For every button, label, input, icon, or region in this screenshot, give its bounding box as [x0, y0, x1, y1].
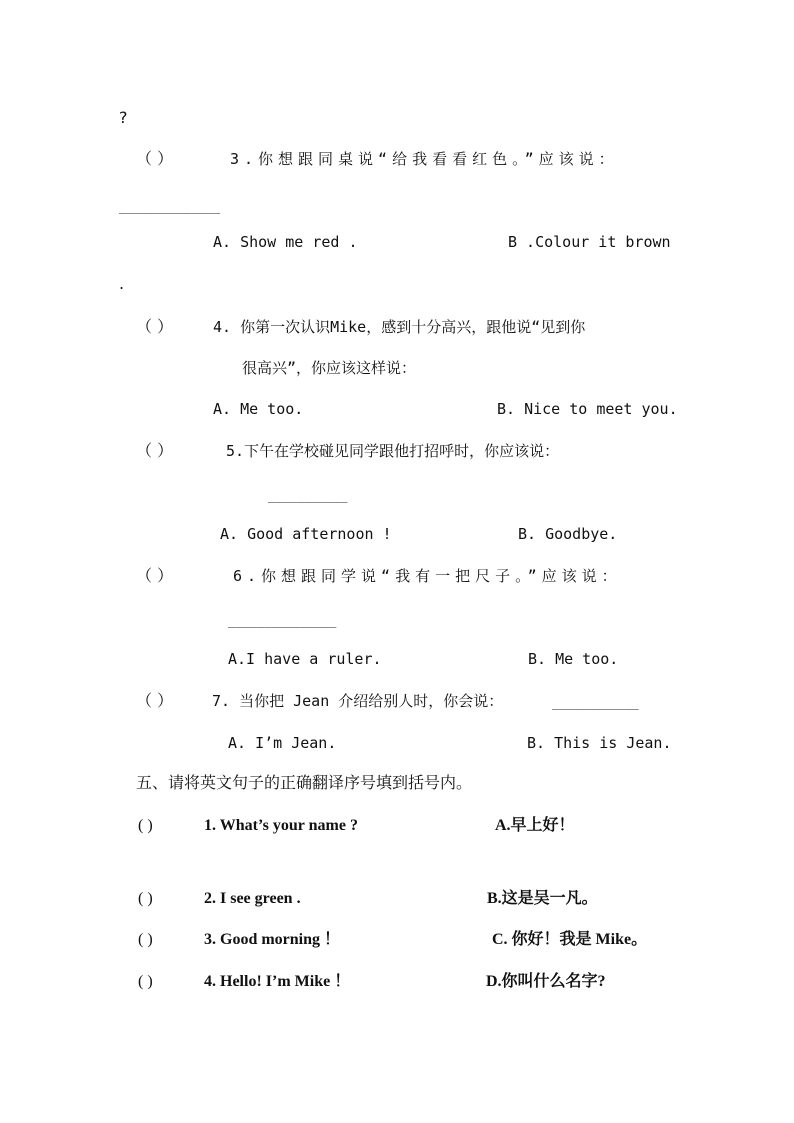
q3-answer-blank[interactable]: ______________	[119, 200, 221, 214]
q5-question-text: 5.下午在学校碰见同学跟他打招呼时，你应该说：	[226, 442, 560, 460]
s5-item4-english: 4. Hello! I’m Mike ！	[204, 973, 351, 990]
q7-answer-blank[interactable]: ____________	[552, 696, 639, 710]
q4-question-line2: 很高兴”，你应该这样说：	[242, 359, 417, 377]
q4-option-a: A. Me too.	[213, 400, 304, 418]
q6-option-b: B. Me too.	[528, 650, 619, 668]
q3-answer-paren[interactable]: （ ）	[136, 149, 174, 168]
s5-item1-english: 1. What’s your name ?	[204, 817, 358, 834]
s5-item2-english: 2. I see green .	[204, 890, 301, 907]
section-5-heading: 五、请将英文句子的正确翻译序号填到括号内。	[136, 773, 473, 792]
q4-option-b: B. Nice to meet you.	[497, 400, 678, 418]
q3-option-b: B .Colour it brown	[508, 233, 671, 251]
q3-option-a: A. Show me red .	[213, 233, 358, 251]
s5-item3-chinese: C. 你好！我是 Mike。	[492, 931, 648, 948]
q7-answer-paren[interactable]: （ ）	[136, 691, 174, 710]
s5-item4-chinese: D.你叫什么名字?	[486, 973, 606, 990]
q5-answer-blank[interactable]: ___________	[268, 489, 348, 503]
q6-option-a: A.I have a ruler.	[228, 650, 382, 668]
q7-option-b: B. This is Jean.	[527, 734, 672, 752]
s5-item4-paren[interactable]: ( )	[138, 973, 153, 990]
q6-answer-blank[interactable]: _______________	[228, 614, 337, 628]
q3-trailing-period: .	[119, 274, 125, 293]
q6-question-text: 6.你想跟同学说“我有一把尺子。”应该说：	[233, 567, 622, 585]
q5-answer-paren[interactable]: （ ）	[136, 441, 174, 460]
question-mark-fragment: ?	[119, 108, 128, 127]
s5-item2-chinese: B.这是吴一凡。	[487, 890, 598, 907]
q6-answer-paren[interactable]: （ ）	[136, 566, 174, 585]
s5-item1-paren[interactable]: ( )	[138, 817, 153, 834]
q4-answer-paren[interactable]: （ ）	[136, 317, 174, 336]
s5-item3-english: 3. Good morning ！	[204, 931, 341, 948]
q4-question-line1: 4. 你第一次认识Mike，感到十分高兴，跟他说“见到你	[213, 318, 586, 336]
q3-question-text: 3.你想跟同桌说“给我看看红色。”应该说：	[230, 150, 619, 168]
s5-item1-chinese: A.早上好！	[495, 817, 575, 834]
s5-item3-paren[interactable]: ( )	[138, 931, 153, 948]
q7-option-a: A. I’m Jean.	[228, 734, 337, 752]
s5-item2-paren[interactable]: ( )	[138, 890, 153, 907]
q7-question-text: 7. 当你把 Jean 介绍给别人时，你会说：	[212, 692, 504, 710]
q5-option-b: B. Goodbye.	[518, 525, 618, 543]
q5-option-a: A. Good afternoon !	[220, 525, 392, 543]
